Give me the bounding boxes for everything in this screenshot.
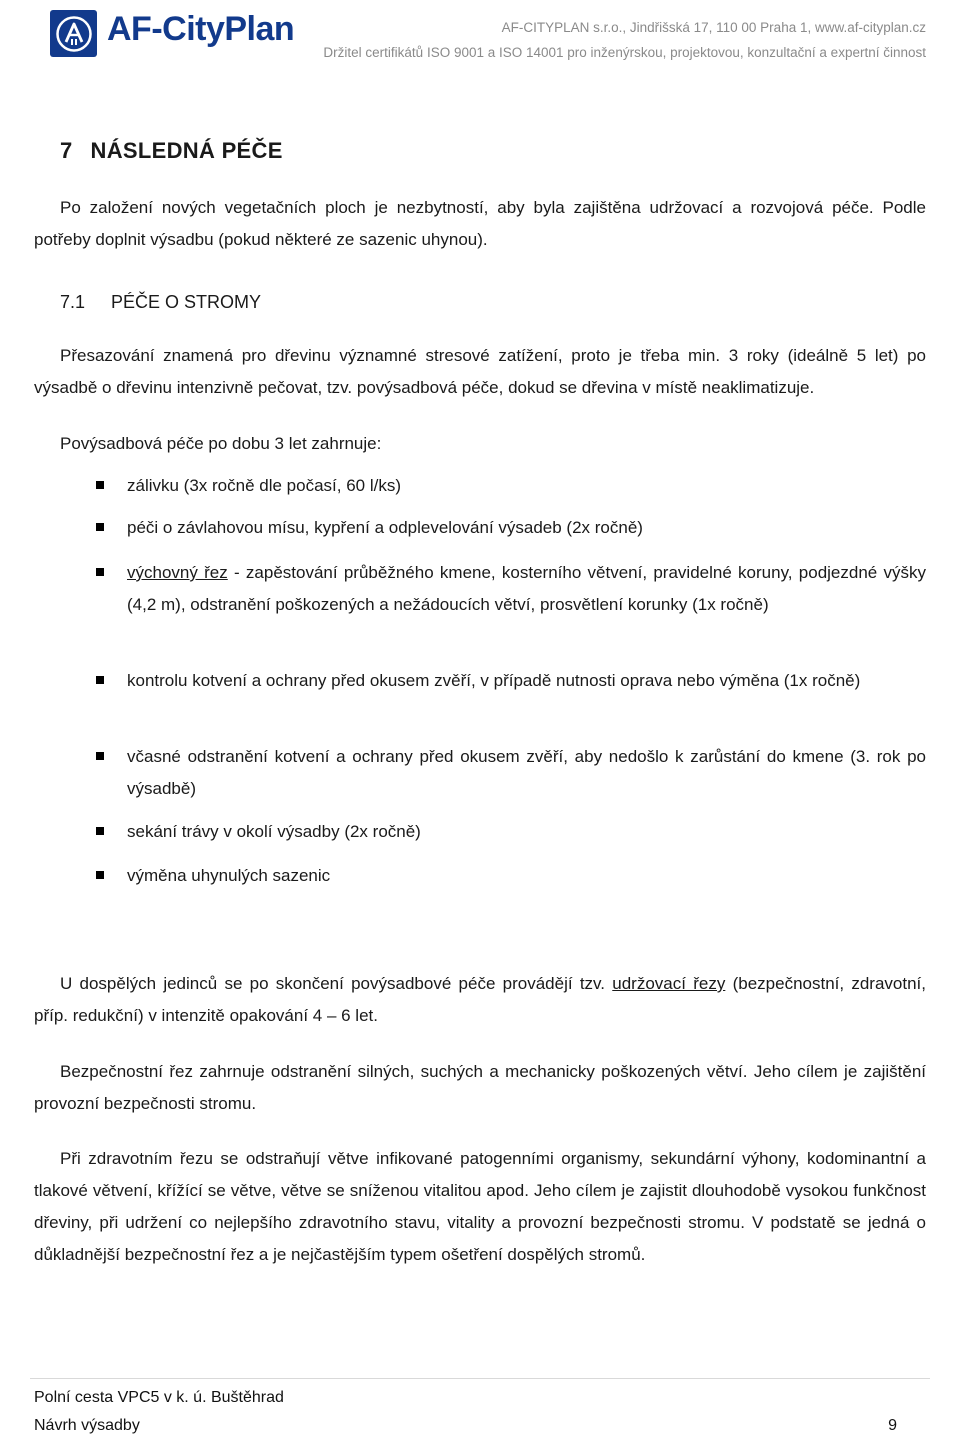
header-certification: Držitel certifikátů ISO 9001 a ISO 14001 pro inženýrskou, projektovou, konzultační a expertní činnost	[323, 45, 926, 60]
bullet-square-icon	[96, 481, 104, 489]
subsection-title: PÉČE O STROMY	[111, 292, 262, 312]
paragraph-safety-cut: Bezpečnostní řez zahrnuje odstranění silných, suchých a mechanicky poškozených větví. Jeho cílem je zajištění provozní bezpečnosti stromu.	[34, 1062, 926, 1113]
header-address: AF-CITYPLAN s.r.o., Jindřišská 17, 110 00 Praha 1, www.af-cityplan.cz	[501, 20, 926, 35]
footer-divider	[30, 1378, 930, 1379]
list-item: výměna uhynulých sazenic	[96, 860, 926, 892]
underlined-term: výchovný řez	[127, 563, 228, 582]
list-item: sekání trávy v okolí výsadby (2x ročně)	[96, 816, 926, 848]
subsection-intro: Přesazování znamená pro dřevinu významné stresové zatížení, proto je třeba min. 3 roky (ideálně 5 let) po výsadbě o dřevinu intenzivně pečovat, tzv. povýsadbová péče, dokud se dřevina v místě neaklimatizuje.	[34, 346, 926, 397]
company-logo	[50, 10, 97, 57]
list-item: výchovný řez - zapěstování průběžného kmene, kosterního větvení, pravidelné koruny, podjezdné výšky (4,2 m), odstranění poškozených a nežádoucích větví, prosvětlení korunky (1x ročně)	[96, 557, 926, 621]
section-intro: Po založení nových vegetačních ploch je nezbytností, aby byla zajištěna udržovací a rozvojová péče. Podle potřeby doplnit výsadbu (pokud některé ze sazenic uhynou).	[34, 198, 926, 249]
footer-document: Návrh výsadby	[34, 1417, 140, 1434]
page-number: 9	[888, 1417, 897, 1434]
underlined-term: udržovací řezy	[612, 974, 726, 993]
bullet-square-icon	[96, 523, 104, 531]
list-lead: Povýsadbová péče po dobu 3 let zahrnuje:	[60, 434, 382, 453]
paragraph-maintenance-cuts: U dospělých jedinců se po skončení povýsadbové péče provádějí tzv. udržovací řezy (bezpečnostní, zdravotní, příp. redukční) v intenzitě opakování 4 – 6 let.	[34, 974, 927, 1025]
bullet-square-icon	[96, 871, 104, 879]
brand-name: AF-CityPlan	[107, 10, 295, 48]
bullet-square-icon	[96, 568, 104, 576]
subsection-heading	[60, 292, 261, 313]
list-item: včasné odstranění kotvení a ochrany před okusem zvěří, aby nedošlo k zarůstání do kmene (3. rok po výsadbě)	[96, 741, 926, 805]
bullet-square-icon	[96, 827, 104, 835]
footer-project: Polní cesta VPC5 v k. ú. Buštěhrad	[34, 1389, 284, 1406]
bullet-square-icon	[96, 752, 104, 760]
subsection-number: 7.1	[60, 292, 86, 312]
section-number: 7	[60, 138, 73, 163]
bullet-square-icon	[96, 676, 104, 684]
section-title: NÁSLEDNÁ PÉČE	[90, 138, 283, 163]
list-item: péči o závlahovou mísu, kypření a odplevelování výsadeb (2x ročně)	[96, 512, 926, 544]
logo-emblem-icon	[54, 14, 94, 54]
section-heading	[60, 138, 283, 164]
paragraph-health-cut: Při zdravotním řezu se odstraňují větve infikované patogenními organismy, sekundární výhony, kodominantní a tlakové větvení, křížící se větve, větve se sníženou vitalitou apod. Jeho cílem je zajistit dlouhodobě vysokou funkčnost dřeviny, při udržení co nejlepšího zdravotního stavu, vitality a provozní bezpečnosti stromu. V podstatě se jedná o důkladnější bezpečnostní řez a je nejčastějším typem ošetření dospělých stromů.	[34, 1149, 926, 1264]
list-item: kontrolu kotvení a ochrany před okusem zvěří, v případě nutnosti oprava nebo výměna (1x ročně)	[96, 665, 926, 697]
list-item: zálivku (3x ročně dle počasí, 60 l/ks)	[96, 470, 926, 502]
